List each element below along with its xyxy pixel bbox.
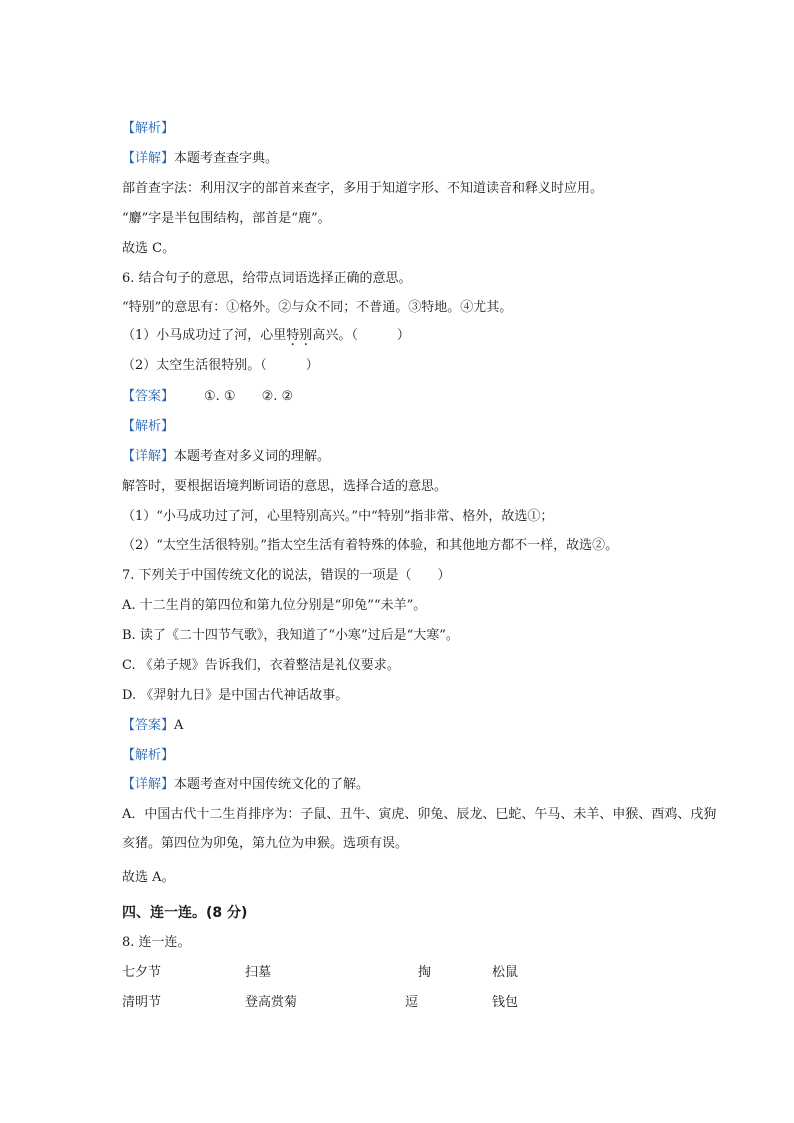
match-middle-item: 登高赏菊 bbox=[245, 995, 298, 1010]
detail-label: 【详解】 bbox=[122, 777, 175, 792]
sub-question-1: （1）小马成功过了河，心里特别高兴。（ ） bbox=[122, 328, 410, 343]
word-meanings: “特别”的意思有：①格外。②与众不同；不普通。③特地。④尤其。 bbox=[122, 300, 513, 315]
question-stem: 7. 下列关于中国传统文化的说法，错误的一项是（ ） bbox=[122, 568, 451, 583]
option-d: D. 《羿射九日》是中国古代神话故事。 bbox=[122, 688, 349, 703]
match-verb-item: 掏 bbox=[418, 965, 432, 980]
option-c: C. 《弟子规》告诉我们，衣着整洁是礼仪要求。 bbox=[122, 658, 400, 673]
detail-line: 【详解】本题考查对中国传统文化的了解。 bbox=[122, 777, 370, 792]
match-middle-item: 扫墓 bbox=[245, 965, 272, 980]
match-verb-item: 逗 bbox=[405, 995, 419, 1010]
analysis-label: 【解析】 bbox=[122, 121, 175, 136]
conclusion-line: 故选 C。 bbox=[122, 241, 176, 256]
match-right-item: 松鼠 bbox=[492, 965, 519, 980]
answer-label: 【答案】 bbox=[122, 718, 175, 733]
detail-label: 【详解】 bbox=[122, 449, 175, 464]
match-right-item: 钱包 bbox=[492, 995, 519, 1010]
answer-line: 【答案】 ①. ① ②. ② bbox=[122, 389, 294, 404]
explanation-line: （1）“小马成功过了河，心里特别高兴。”中“特别”指非常、格外，故选①； bbox=[122, 509, 554, 524]
detail-line: 【详解】本题考查查字典。 bbox=[122, 151, 279, 166]
analysis-label: 【解析】 bbox=[122, 419, 175, 434]
dotted-char: 别 bbox=[299, 328, 313, 343]
analysis-label: 【解析】 bbox=[122, 748, 175, 763]
explanation-line: A．中国古代十二生肖排序为：子鼠、丑牛、寅虎、卯兔、辰龙、巳蛇、午马、未羊、申猴、酉鸡、戌狗 bbox=[122, 807, 717, 822]
explanation-line: 亥猪。第四位为卯兔，第九位为申猴。选项有误。 bbox=[122, 836, 409, 851]
match-left-item: 七夕节 bbox=[122, 965, 162, 980]
section-heading: 四、连一连。(8 分) bbox=[122, 905, 248, 921]
explanation-line: （2）“太空生活很特别。”指太空生活有着特殊的体验，和其他地方都不一样，故选②。 bbox=[122, 538, 619, 553]
answer-label: 【答案】 bbox=[122, 389, 175, 404]
detail-line: 【详解】本题考查对多义词的理解。 bbox=[122, 449, 331, 464]
dotted-char: 特 bbox=[286, 328, 300, 343]
option-a: A. 十二生肖的第四位和第九位分别是“卯兔”“未羊”。 bbox=[122, 598, 427, 613]
option-b: B. 读了《二十四节气歌》，我知道了“小寒”过后是“大寒”。 bbox=[122, 628, 459, 643]
sub-question-2: （2）太空生活很特别。（ ） bbox=[122, 358, 319, 373]
detail-label: 【详解】 bbox=[122, 151, 175, 166]
explanation-line: 部首查字法：利用汉字的部首来查字，多用于知道字形、不知道读音和释义时应用。 bbox=[122, 181, 604, 196]
question-stem: 8. 连一连。 bbox=[122, 935, 191, 950]
explanation-line: “麝”字是半包围结构，部首是“鹿”。 bbox=[122, 211, 331, 226]
conclusion-line: 故选 A。 bbox=[122, 870, 175, 885]
question-stem: 6. 结合句子的意思，给带点词语选择正确的意思。 bbox=[122, 271, 412, 286]
answer-line: 【答案】A bbox=[122, 718, 184, 733]
explanation-line: 解答时，要根据语境判断词语的意思，选择合适的意思。 bbox=[122, 479, 448, 494]
match-left-item: 清明节 bbox=[122, 995, 162, 1010]
